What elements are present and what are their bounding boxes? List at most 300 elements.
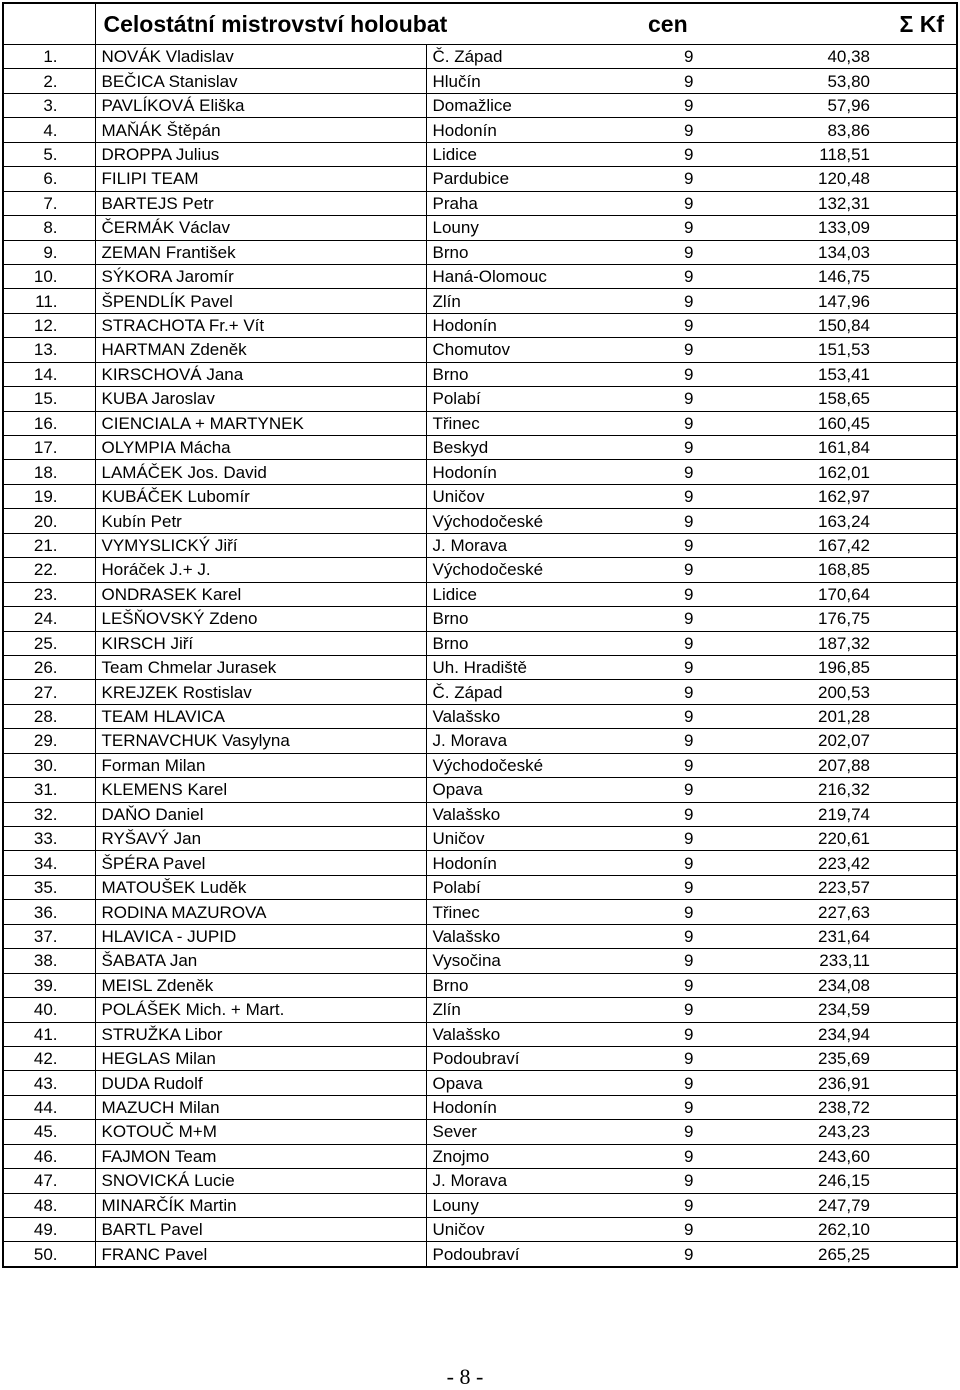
cen-cell: 9 <box>646 460 778 484</box>
name-cell: TEAM HLAVICA <box>95 704 426 728</box>
name-cell: LEŠŇOVSKÝ Zdeno <box>95 607 426 631</box>
cen-cell: 9 <box>646 802 778 826</box>
header-row <box>3 3 957 45</box>
kf-cell: 265,25 <box>778 1242 957 1267</box>
cen-cell: 9 <box>646 778 778 802</box>
rank-cell: 13. <box>3 338 95 362</box>
table-row <box>3 998 957 1022</box>
city-cell: Polabí <box>426 387 646 411</box>
kf-cell: 176,75 <box>778 607 957 631</box>
city-cell: Valašsko <box>426 1022 646 1046</box>
kf-cell: 158,65 <box>778 387 957 411</box>
table-row <box>3 362 957 386</box>
rank-cell: 15. <box>3 387 95 411</box>
rank-cell: 20. <box>3 509 95 533</box>
table-row <box>3 729 957 753</box>
rank-cell: 41. <box>3 1022 95 1046</box>
rank-cell: 4. <box>3 118 95 142</box>
name-cell: LAMÁČEK Jos. David <box>95 460 426 484</box>
cen-cell: 9 <box>646 240 778 264</box>
rank-cell: 37. <box>3 924 95 948</box>
city-cell: Hodonín <box>426 313 646 337</box>
city-cell: Hlučín <box>426 69 646 93</box>
cen-cell: 9 <box>646 264 778 288</box>
rank-cell: 14. <box>3 362 95 386</box>
cen-cell: 9 <box>646 93 778 117</box>
kf-cell: 219,74 <box>778 802 957 826</box>
city-cell: Uničov <box>426 1218 646 1242</box>
kf-cell: 234,94 <box>778 1022 957 1046</box>
city-cell: Valašsko <box>426 924 646 948</box>
city-cell: Vysočina <box>426 949 646 973</box>
city-cell: Sever <box>426 1120 646 1144</box>
table-row <box>3 1046 957 1070</box>
cen-cell: 9 <box>646 631 778 655</box>
city-cell: Brno <box>426 973 646 997</box>
rank-cell: 9. <box>3 240 95 264</box>
city-cell: Opava <box>426 1071 646 1095</box>
city-cell: J. Morava <box>426 533 646 557</box>
cen-cell: 9 <box>646 900 778 924</box>
kf-cell: 231,64 <box>778 924 957 948</box>
table-row <box>3 827 957 851</box>
rank-cell: 23. <box>3 582 95 606</box>
name-cell: DROPPA Julius <box>95 142 426 166</box>
cen-cell: 9 <box>646 558 778 582</box>
rank-cell: 38. <box>3 949 95 973</box>
name-cell: SÝKORA Jaromír <box>95 264 426 288</box>
city-cell: J. Morava <box>426 1169 646 1193</box>
name-cell: BARTEJS Petr <box>95 191 426 215</box>
cen-cell: 9 <box>646 704 778 728</box>
kf-cell: 161,84 <box>778 436 957 460</box>
cen-cell: 9 <box>646 607 778 631</box>
table-row <box>3 949 957 973</box>
table-row <box>3 191 957 215</box>
table-row <box>3 69 957 93</box>
kf-cell: 53,80 <box>778 69 957 93</box>
table-row <box>3 1095 957 1119</box>
cen-cell: 9 <box>646 1022 778 1046</box>
header-rank-cell <box>3 3 95 45</box>
kf-cell: 40,38 <box>778 45 957 69</box>
name-cell: KIRSCHOVÁ Jana <box>95 362 426 386</box>
rank-cell: 11. <box>3 289 95 313</box>
city-cell: Lidice <box>426 142 646 166</box>
table-row <box>3 118 957 142</box>
table-row <box>3 338 957 362</box>
city-cell: Valašsko <box>426 704 646 728</box>
name-cell: FAJMON Team <box>95 1144 426 1168</box>
name-cell: SNOVICKÁ Lucie <box>95 1169 426 1193</box>
cen-cell: 9 <box>646 973 778 997</box>
table-row <box>3 167 957 191</box>
rank-cell: 30. <box>3 753 95 777</box>
cen-cell: 9 <box>646 362 778 386</box>
city-cell: Louny <box>426 216 646 240</box>
rank-cell: 36. <box>3 900 95 924</box>
name-cell: RODINA MAZUROVA <box>95 900 426 924</box>
cen-cell: 9 <box>646 582 778 606</box>
cen-cell: 9 <box>646 753 778 777</box>
cen-cell: 9 <box>646 1218 778 1242</box>
cen-cell: 9 <box>646 875 778 899</box>
rank-cell: 16. <box>3 411 95 435</box>
kf-cell: 238,72 <box>778 1095 957 1119</box>
name-cell: KIRSCH Jiří <box>95 631 426 655</box>
table-row <box>3 484 957 508</box>
kf-cell: 223,42 <box>778 851 957 875</box>
name-cell: MEISL Zdeněk <box>95 973 426 997</box>
cen-cell: 9 <box>646 338 778 362</box>
kf-cell: 235,69 <box>778 1046 957 1070</box>
results-table <box>2 2 958 1268</box>
table-row <box>3 509 957 533</box>
name-cell: MAŇÁK Štěpán <box>95 118 426 142</box>
kf-cell: 201,28 <box>778 704 957 728</box>
table-row <box>3 1169 957 1193</box>
name-cell: OLYMPIA Mácha <box>95 436 426 460</box>
table-row <box>3 607 957 631</box>
rank-cell: 6. <box>3 167 95 191</box>
table-row <box>3 631 957 655</box>
cen-cell: 9 <box>646 1071 778 1095</box>
kf-cell: 160,45 <box>778 411 957 435</box>
name-cell: Horáček J.+ J. <box>95 558 426 582</box>
rank-cell: 48. <box>3 1193 95 1217</box>
header-kf: Σ Kf <box>778 3 957 45</box>
table-title: Celostátní mistrovství holoubat <box>95 3 646 45</box>
table-row <box>3 1242 957 1267</box>
rank-cell: 28. <box>3 704 95 728</box>
kf-cell: 153,41 <box>778 362 957 386</box>
rank-cell: 3. <box>3 93 95 117</box>
name-cell: CIENCIALA + MARTYNEK <box>95 411 426 435</box>
rank-cell: 24. <box>3 607 95 631</box>
kf-cell: 247,79 <box>778 1193 957 1217</box>
rank-cell: 45. <box>3 1120 95 1144</box>
table-row <box>3 875 957 899</box>
rank-cell: 44. <box>3 1095 95 1119</box>
city-cell: Brno <box>426 607 646 631</box>
kf-cell: 233,11 <box>778 949 957 973</box>
cen-cell: 9 <box>646 191 778 215</box>
table-row <box>3 264 957 288</box>
table-row <box>3 387 957 411</box>
table-row <box>3 460 957 484</box>
table-row <box>3 289 957 313</box>
rank-cell: 32. <box>3 802 95 826</box>
city-cell: Opava <box>426 778 646 802</box>
rank-cell: 17. <box>3 436 95 460</box>
kf-cell: 134,03 <box>778 240 957 264</box>
kf-cell: 167,42 <box>778 533 957 557</box>
rank-cell: 10. <box>3 264 95 288</box>
kf-cell: 246,15 <box>778 1169 957 1193</box>
table-row <box>3 1071 957 1095</box>
rank-cell: 27. <box>3 680 95 704</box>
table-row <box>3 900 957 924</box>
name-cell: HLAVICA - JUPID <box>95 924 426 948</box>
rank-cell: 22. <box>3 558 95 582</box>
city-cell: Brno <box>426 240 646 264</box>
rank-cell: 43. <box>3 1071 95 1095</box>
table-row <box>3 558 957 582</box>
name-cell: FRANC Pavel <box>95 1242 426 1267</box>
table-row <box>3 1218 957 1242</box>
name-cell: KOTOUČ M+M <box>95 1120 426 1144</box>
table-row <box>3 533 957 557</box>
cen-cell: 9 <box>646 1120 778 1144</box>
city-cell: Domažlice <box>426 93 646 117</box>
cen-cell: 9 <box>646 69 778 93</box>
city-cell: Pardubice <box>426 167 646 191</box>
rank-cell: 35. <box>3 875 95 899</box>
cen-cell: 9 <box>646 655 778 679</box>
table-row <box>3 680 957 704</box>
kf-cell: 236,91 <box>778 1071 957 1095</box>
kf-cell: 146,75 <box>778 264 957 288</box>
city-cell: Beskyd <box>426 436 646 460</box>
name-cell: DAŇO Daniel <box>95 802 426 826</box>
name-cell: ŠPÉRA Pavel <box>95 851 426 875</box>
name-cell: Team Chmelar Jurasek <box>95 655 426 679</box>
cen-cell: 9 <box>646 45 778 69</box>
cen-cell: 9 <box>646 1144 778 1168</box>
table-row <box>3 1144 957 1168</box>
name-cell: FILIPI TEAM <box>95 167 426 191</box>
page-number: - 8 - <box>446 1364 484 1389</box>
name-cell: HARTMAN Zdeněk <box>95 338 426 362</box>
table-row <box>3 582 957 606</box>
name-cell: STRACHOTA Fr.+ Vít <box>95 313 426 337</box>
name-cell: ŠPENDLÍK Pavel <box>95 289 426 313</box>
kf-cell: 170,64 <box>778 582 957 606</box>
name-cell: KUBA Jaroslav <box>95 387 426 411</box>
name-cell: RYŠAVÝ Jan <box>95 827 426 851</box>
kf-cell: 150,84 <box>778 313 957 337</box>
name-cell: ŠABATA Jan <box>95 949 426 973</box>
rank-cell: 42. <box>3 1046 95 1070</box>
rank-cell: 49. <box>3 1218 95 1242</box>
name-cell: Forman Milan <box>95 753 426 777</box>
rank-cell: 26. <box>3 655 95 679</box>
kf-cell: 187,32 <box>778 631 957 655</box>
name-cell: KREJZEK Rostislav <box>95 680 426 704</box>
cen-cell: 9 <box>646 289 778 313</box>
rank-cell: 19. <box>3 484 95 508</box>
name-cell: STRUŽKA Libor <box>95 1022 426 1046</box>
cen-cell: 9 <box>646 484 778 508</box>
city-cell: Louny <box>426 1193 646 1217</box>
name-cell: MAZUCH Milan <box>95 1095 426 1119</box>
cen-cell: 9 <box>646 1169 778 1193</box>
table-row <box>3 240 957 264</box>
rank-cell: 39. <box>3 973 95 997</box>
table-row <box>3 93 957 117</box>
city-cell: Č. Západ <box>426 45 646 69</box>
cen-cell: 9 <box>646 216 778 240</box>
kf-cell: 168,85 <box>778 558 957 582</box>
cen-cell: 9 <box>646 998 778 1022</box>
table-row <box>3 973 957 997</box>
name-cell: BARTL Pavel <box>95 1218 426 1242</box>
city-cell: Třinec <box>426 900 646 924</box>
city-cell: Brno <box>426 362 646 386</box>
kf-cell: 262,10 <box>778 1218 957 1242</box>
kf-cell: 83,86 <box>778 118 957 142</box>
rank-cell: 12. <box>3 313 95 337</box>
table-row <box>3 216 957 240</box>
rank-cell: 46. <box>3 1144 95 1168</box>
cen-cell: 9 <box>646 387 778 411</box>
cen-cell: 9 <box>646 533 778 557</box>
cen-cell: 9 <box>646 118 778 142</box>
cen-cell: 9 <box>646 411 778 435</box>
city-cell: Znojmo <box>426 1144 646 1168</box>
rank-cell: 33. <box>3 827 95 851</box>
cen-cell: 9 <box>646 1046 778 1070</box>
kf-cell: 147,96 <box>778 289 957 313</box>
name-cell: ONDRASEK Karel <box>95 582 426 606</box>
table-row <box>3 436 957 460</box>
city-cell: Hodonín <box>426 460 646 484</box>
city-cell: Hodonín <box>426 1095 646 1119</box>
table-row <box>3 778 957 802</box>
table-row <box>3 1193 957 1217</box>
table-row <box>3 1120 957 1144</box>
name-cell: TERNAVCHUK Vasylyna <box>95 729 426 753</box>
city-cell: Č. Západ <box>426 680 646 704</box>
cen-cell: 9 <box>646 509 778 533</box>
city-cell: Polabí <box>426 875 646 899</box>
cen-cell: 9 <box>646 436 778 460</box>
cen-cell: 9 <box>646 680 778 704</box>
name-cell: BEČICA Stanislav <box>95 69 426 93</box>
name-cell: ČERMÁK Václav <box>95 216 426 240</box>
cen-cell: 9 <box>646 142 778 166</box>
kf-cell: 118,51 <box>778 142 957 166</box>
rank-cell: 18. <box>3 460 95 484</box>
kf-cell: 57,96 <box>778 93 957 117</box>
kf-cell: 216,32 <box>778 778 957 802</box>
rank-cell: 29. <box>3 729 95 753</box>
rank-cell: 7. <box>3 191 95 215</box>
city-cell: Chomutov <box>426 338 646 362</box>
city-cell: Lidice <box>426 582 646 606</box>
kf-cell: 120,48 <box>778 167 957 191</box>
table-row <box>3 851 957 875</box>
kf-cell: 243,23 <box>778 1120 957 1144</box>
cen-cell: 9 <box>646 313 778 337</box>
rank-cell: 50. <box>3 1242 95 1267</box>
city-cell: Haná-Olomouc <box>426 264 646 288</box>
rank-cell: 47. <box>3 1169 95 1193</box>
rank-cell: 40. <box>3 998 95 1022</box>
kf-cell: 234,59 <box>778 998 957 1022</box>
table-row <box>3 1022 957 1046</box>
city-cell: Třinec <box>426 411 646 435</box>
city-cell: Východočeské <box>426 753 646 777</box>
name-cell: NOVÁK Vladislav <box>95 45 426 69</box>
name-cell: ZEMAN František <box>95 240 426 264</box>
rank-cell: 25. <box>3 631 95 655</box>
table-row <box>3 142 957 166</box>
name-cell: VYMYSLICKÝ Jiří <box>95 533 426 557</box>
city-cell: Hodonín <box>426 851 646 875</box>
name-cell: Kubín Petr <box>95 509 426 533</box>
kf-cell: 196,85 <box>778 655 957 679</box>
cen-cell: 9 <box>646 924 778 948</box>
city-cell: Východočeské <box>426 509 646 533</box>
city-cell: J. Morava <box>426 729 646 753</box>
kf-cell: 132,31 <box>778 191 957 215</box>
header-cen: cen <box>646 3 778 45</box>
city-cell: Zlín <box>426 998 646 1022</box>
table-row <box>3 45 957 69</box>
cen-cell: 9 <box>646 1095 778 1119</box>
kf-cell: 202,07 <box>778 729 957 753</box>
cen-cell: 9 <box>646 729 778 753</box>
name-cell: POLÁŠEK Mich. + Mart. <box>95 998 426 1022</box>
kf-cell: 234,08 <box>778 973 957 997</box>
kf-cell: 223,57 <box>778 875 957 899</box>
rank-cell: 21. <box>3 533 95 557</box>
kf-cell: 162,01 <box>778 460 957 484</box>
rank-cell: 2. <box>3 69 95 93</box>
city-cell: Zlín <box>426 289 646 313</box>
table-body <box>3 45 957 1267</box>
kf-cell: 133,09 <box>778 216 957 240</box>
city-cell: Hodonín <box>426 118 646 142</box>
kf-cell: 151,53 <box>778 338 957 362</box>
kf-cell: 162,97 <box>778 484 957 508</box>
table-row <box>3 655 957 679</box>
rank-cell: 8. <box>3 216 95 240</box>
table-row <box>3 802 957 826</box>
table-row <box>3 924 957 948</box>
cen-cell: 9 <box>646 851 778 875</box>
city-cell: Brno <box>426 631 646 655</box>
city-cell: Valašsko <box>426 802 646 826</box>
rank-cell: 1. <box>3 45 95 69</box>
cen-cell: 9 <box>646 1193 778 1217</box>
cen-cell: 9 <box>646 1242 778 1267</box>
kf-cell: 227,63 <box>778 900 957 924</box>
city-cell: Východočeské <box>426 558 646 582</box>
table-row <box>3 411 957 435</box>
city-cell: Uničov <box>426 827 646 851</box>
cen-cell: 9 <box>646 827 778 851</box>
cen-cell: 9 <box>646 949 778 973</box>
rank-cell: 34. <box>3 851 95 875</box>
kf-cell: 207,88 <box>778 753 957 777</box>
table-row <box>3 753 957 777</box>
name-cell: MATOUŠEK Luděk <box>95 875 426 899</box>
city-cell: Uničov <box>426 484 646 508</box>
name-cell: KLEMENS Karel <box>95 778 426 802</box>
name-cell: PAVLÍKOVÁ Eliška <box>95 93 426 117</box>
name-cell: HEGLAS Milan <box>95 1046 426 1070</box>
table-row <box>3 704 957 728</box>
kf-cell: 163,24 <box>778 509 957 533</box>
name-cell: KUBÁČEK Lubomír <box>95 484 426 508</box>
name-cell: MINARČÍK Martin <box>95 1193 426 1217</box>
kf-cell: 220,61 <box>778 827 957 851</box>
kf-cell: 243,60 <box>778 1144 957 1168</box>
name-cell: DUDA Rudolf <box>95 1071 426 1095</box>
cen-cell: 9 <box>646 167 778 191</box>
